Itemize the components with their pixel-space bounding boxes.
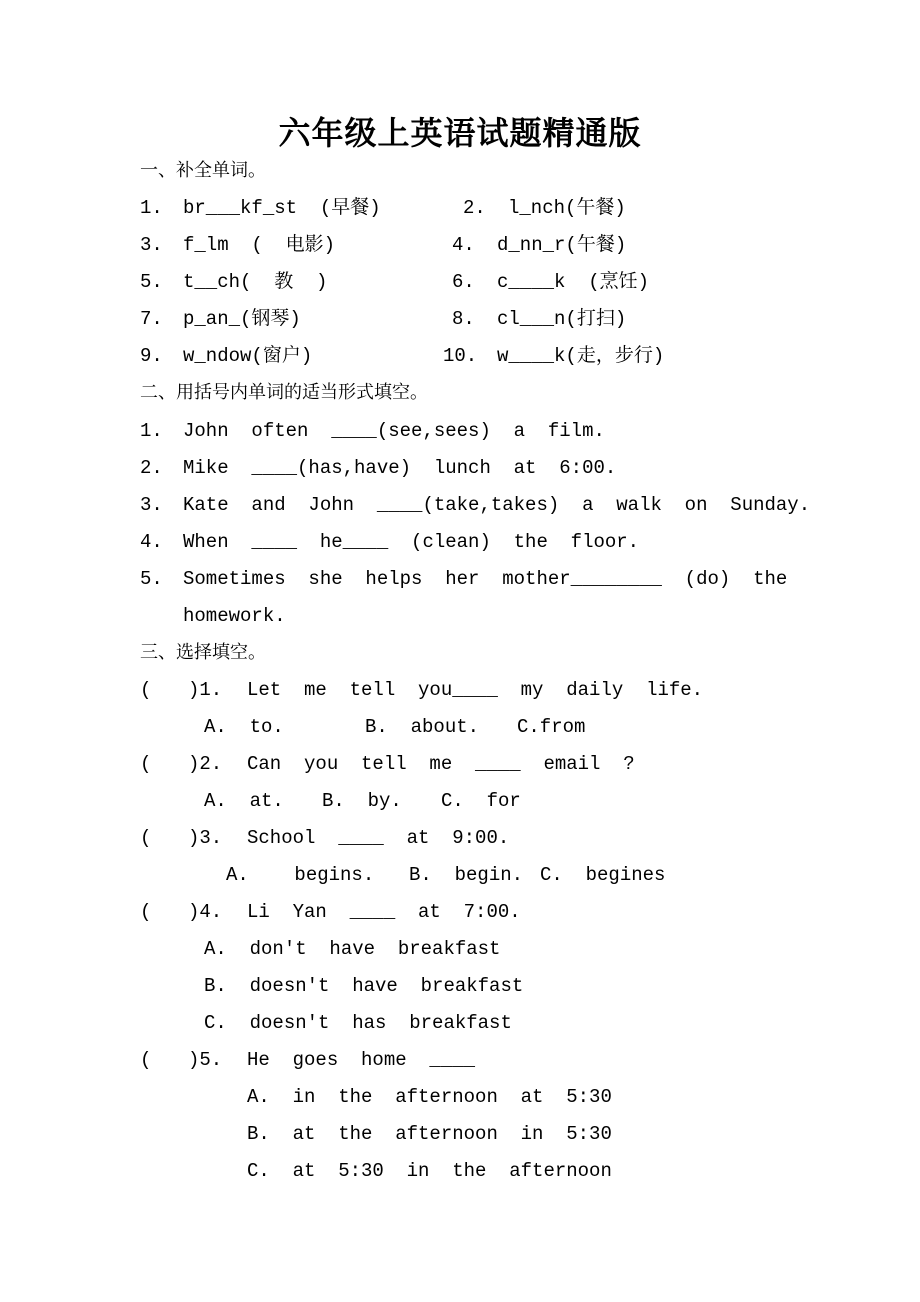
question-text: Can you tell me ____ email ?: [247, 753, 635, 775]
word-item: c____k (烹饪): [497, 271, 650, 293]
word-item: w_ndow(窗户): [183, 345, 313, 367]
question-number: )2.: [188, 753, 223, 775]
option: C. begines: [540, 864, 666, 886]
question-text: Let me tell you____ my daily life.: [247, 679, 704, 701]
item-number: 6.: [452, 271, 475, 293]
item-number: 5.: [140, 568, 163, 590]
word-item: br___kf_st (早餐): [183, 197, 381, 219]
option: A. at.: [204, 790, 284, 812]
word-item: cl___n(打扫): [497, 308, 627, 330]
question-number: )1.: [188, 679, 223, 701]
option: B. begin.: [409, 864, 524, 886]
item-number: 4.: [452, 234, 475, 256]
option: C. doesn't has breakfast: [204, 1012, 512, 1034]
option: A. in the afternoon at 5:30: [247, 1086, 612, 1108]
answer-paren: (: [140, 827, 152, 849]
item-number: 9.: [140, 345, 163, 367]
fill-sentence: Mike ____(has,have) lunch at 6:00.: [183, 457, 617, 479]
page-title: 六年级上英语试题精通版: [278, 114, 642, 152]
fill-sentence-continued: homework.: [183, 605, 286, 627]
option: A. begins.: [226, 864, 375, 886]
word-item: l_nch(午餐): [508, 197, 626, 219]
fill-sentence: John often ____(see,sees) a film.: [183, 420, 605, 442]
option: B. about.: [365, 716, 480, 738]
option: C. at 5:30 in the afternoon: [247, 1160, 612, 1182]
word-item: d_nn_r(午餐): [497, 234, 627, 256]
section-heading: 三、选择填空。: [140, 642, 266, 663]
option: B. at the afternoon in 5:30: [247, 1123, 612, 1145]
fill-sentence: Kate and John ____(take,takes) a walk on Sunday.: [183, 494, 811, 516]
item-number: 1.: [140, 197, 163, 219]
item-number: 2.: [463, 197, 486, 219]
section-heading: 一、补全单词。: [140, 160, 266, 181]
word-item: f_lm ( 电影): [183, 234, 336, 256]
word-item: w____k(走，步行): [497, 345, 665, 367]
answer-paren: (: [140, 901, 152, 923]
answer-paren: (: [140, 753, 152, 775]
item-number: 1.: [140, 420, 163, 442]
item-number: 5.: [140, 271, 163, 293]
option: A. to.: [204, 716, 284, 738]
answer-paren: (: [140, 679, 152, 701]
question-number: )5.: [188, 1049, 223, 1071]
item-number: 3.: [140, 234, 163, 256]
section-heading: 二、用括号内单词的适当形式填空。: [140, 382, 428, 403]
option: C.from: [517, 716, 586, 738]
option: B. by.: [322, 790, 402, 812]
word-item: t__ch( 教 ): [183, 271, 328, 293]
word-item: p_an_(钢琴): [183, 308, 301, 330]
question-number: )4.: [188, 901, 223, 923]
item-number: 4.: [140, 531, 163, 553]
question-text: He goes home ____: [247, 1049, 476, 1071]
fill-sentence: Sometimes she helps her mother________ (do) the: [183, 568, 788, 590]
question-number: )3.: [188, 827, 223, 849]
item-number: 3.: [140, 494, 163, 516]
question-text: Li Yan ____ at 7:00.: [247, 901, 521, 923]
answer-paren: (: [140, 1049, 152, 1071]
item-number: 7.: [140, 308, 163, 330]
option: C. for: [441, 790, 521, 812]
item-number: 8.: [452, 308, 475, 330]
item-number: 2.: [140, 457, 163, 479]
question-text: School ____ at 9:00.: [247, 827, 510, 849]
option: A. don't have breakfast: [204, 938, 501, 960]
fill-sentence: When ____ he____ (clean) the floor.: [183, 531, 640, 553]
option: B. doesn't have breakfast: [204, 975, 524, 997]
item-number: 10.: [443, 345, 478, 367]
